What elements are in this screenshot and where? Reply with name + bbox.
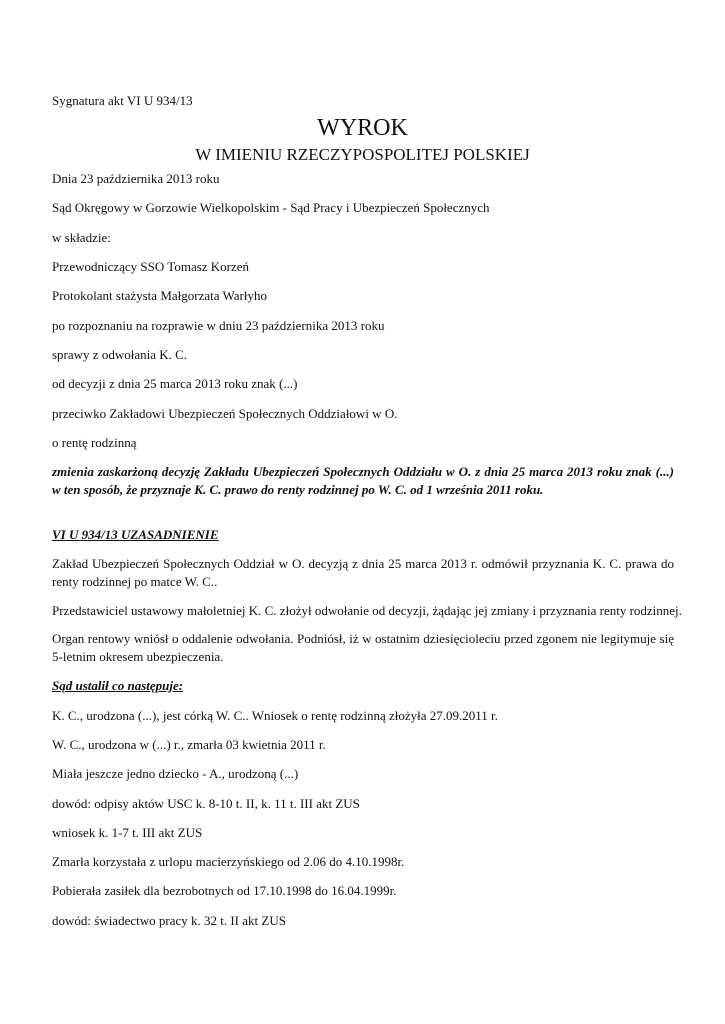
clerk: Protokolant stażysta Małgorzata Warłyho <box>52 288 267 303</box>
respondent: przeciwko Zakładowi Ubezpieczeń Społecznych Oddziałowi w O. <box>52 406 398 421</box>
judgment-subtitle: W IMIENIU RZECZYPOSPOLITEJ POLSKIEJ <box>195 145 530 164</box>
finding-line: Zmarła korzystała z urlopu macierzyńskiego od 2.06 do 4.10.1998r. <box>52 854 405 869</box>
findings-heading: Sąd ustalił co następuje: <box>52 678 184 693</box>
judgment-title: WYROK <box>317 115 408 141</box>
case-appeal: sprawy z odwołania K. C. <box>52 347 188 362</box>
finding-line: Miała jeszcze jedno dziecko - A., urodzoną (...) <box>52 766 299 781</box>
evidence-line: wniosek k. 1-7 t. III akt ZUS <box>52 825 203 840</box>
paragraph: Przedstawiciel ustawowy małoletniej K. C. złożył odwołanie od decyzji, żądając jej zmiany i przyznania renty rodzinnej. <box>52 603 682 618</box>
finding-line: K. C., urodzona (...), jest córką W. C.. Wniosek o rentę rodzinną złożyła 27.09.2011 r. <box>52 708 498 723</box>
justification-heading: VI U 934/13 UZASADNIENIE <box>52 527 219 542</box>
case-subject: o rentę rodzinną <box>52 435 137 450</box>
case-signature: Sygnatura akt VI U 934/13 <box>52 93 193 108</box>
verdict-text: zmienia zaskarżoną decyzję Zakładu Ubezpieczeń Społecznych Oddziału w O. z dnia 25 marca 2013 roku znak (...) w ten sposób, że przyznaje K. C. prawo do renty rodzinnej po W. C. od 1 września 2011 roku. <box>52 464 674 497</box>
hearing-date: po rozpoznaniu na rozprawie w dniu 23 października 2013 roku <box>52 318 385 333</box>
judgment-date: Dnia 23 października 2013 roku <box>52 171 220 186</box>
paragraph: Organ rentowy wniósł o oddalenie odwołania. Podniósł, iż w ostatnim dziesięcioleciu przed zgonem nie legitymuje się 5-letnim okresem ubezpieczenia. <box>52 631 674 664</box>
finding-line: W. C., urodzona w (...) r., zmarła 03 kwietnia 2011 r. <box>52 737 326 752</box>
paragraph: Zakład Ubezpieczeń Społecznych Oddział w O. decyzją z dnia 25 marca 2013 r. odmówił przyznania K. C. prawa do renty rodzinnej po matce W. C.. <box>52 556 674 589</box>
composition-label: w składzie: <box>52 230 111 245</box>
evidence-line: dowód: odpisy aktów USC k. 8-10 t. II, k. 11 t. III akt ZUS <box>52 796 360 811</box>
court-name: Sąd Okręgowy w Gorzowie Wielkopolskim - Sąd Pracy i Ubezpieczeń Społecznych <box>52 200 490 215</box>
evidence-line: dowód: świadectwo pracy k. 32 t. II akt ZUS <box>52 913 286 928</box>
finding-line: Pobierała zasiłek dla bezrobotnych od 17.10.1998 do 16.04.1999r. <box>52 883 397 898</box>
decision-reference: od decyzji z dnia 25 marca 2013 roku znak (...) <box>52 376 298 391</box>
chairman: Przewodniczący SSO Tomasz Korzeń <box>52 259 250 274</box>
